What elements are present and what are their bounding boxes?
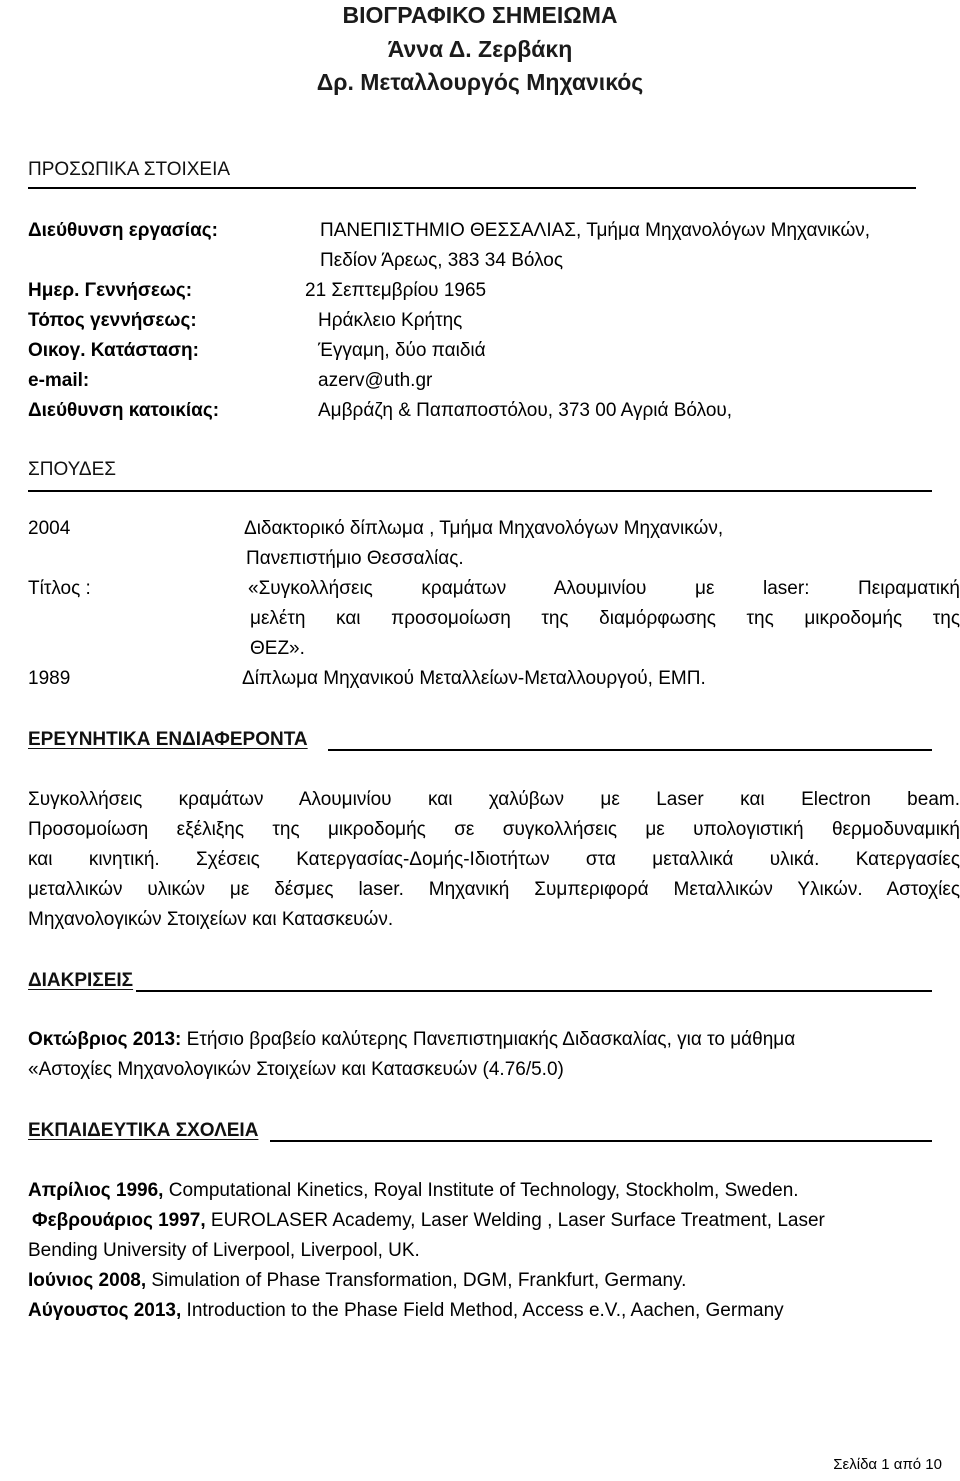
school-item <box>28 1180 799 1202</box>
award-entry-line2: «Αστοχίες Μηχανολογικών Στοιχείων και Κατασκευών (4.76/5.0) <box>28 1059 564 1080</box>
thesis-title-line1: «Συγκολλήσεις κραμάτων Αλουμινίου με laser: Πειραματική <box>248 578 960 599</box>
school-item-continuation: Bending University of Liverpool, Liverpool, UK. <box>28 1240 420 1261</box>
school-text: Simulation of Phase Transformation, DGM, Frankfurt, Germany. <box>146 1270 687 1291</box>
work-address-line1: ΠΑΝΕΠΙΣΤΗΜΙΟ ΘΕΣΣΑΛΙΑΣ, Τμήμα Μηχανολόγων Μηχανικών, <box>320 220 871 241</box>
section-rule <box>28 490 932 492</box>
thesis-title-line3: ΘΕΖ». <box>250 638 305 659</box>
section-rule <box>328 749 932 751</box>
section-heading-studies: ΣΠΟΥΔΕΣ <box>28 459 117 480</box>
study-degree-diploma: Δίπλωμα Μηχανικού Μεταλλείων-Μεταλλουργού, ΕΜΠ. <box>242 668 706 689</box>
marital-status-label: Οικογ. Κατάσταση: <box>28 340 199 361</box>
research-line3: και κινητική. Σχέσεις Κατεργασίας-Δομής-Ιδιοτήτων στα μεταλλικά υλικά. Κατεργασίες <box>28 849 960 870</box>
page-number: Σελίδα 1 από 10 <box>833 1456 942 1473</box>
thesis-label: Τίτλος : <box>28 578 91 599</box>
birth-date-label: Ημερ. Γεννήσεως: <box>28 280 193 301</box>
home-address: Αμβράζη & Παπαποστόλου, 373 00 Αγριά Βόλου, <box>318 400 733 421</box>
section-rule <box>28 187 916 189</box>
person-name: Άννα Δ. Ζερβάκη <box>387 36 573 62</box>
school-date: Φεβρουάριος 1997, <box>32 1210 206 1231</box>
section-heading-schools: ΕΚΠΑΙΔΕΥΤΙΚΑ ΣΧΟΛΕΙΑ <box>28 1120 259 1141</box>
study-degree-phd-line1: Διδακτορικό δίπλωμα , Τμήμα Μηχανολόγων Μηχανικών, <box>244 518 724 539</box>
section-heading-awards: ΔΙΑΚΡΙΣΕΙΣ <box>28 970 134 991</box>
research-line1: Συγκολλήσεις κραμάτων Αλουμινίου και χαλύβων με Laser και Electron beam. <box>28 789 960 810</box>
person-profession: Δρ. Μεταλλουργός Μηχανικός <box>316 69 644 95</box>
research-line2: Προσομοίωση εξέλιξης της μικροδομής σε συγκολλήσεις με υπολογιστική θερμοδυναμική <box>28 819 960 840</box>
school-date: Ιούνιος 2008, <box>28 1270 147 1291</box>
work-address-line2: Πεδίον Άρεως, 383 34 Βόλος <box>320 250 564 271</box>
research-line5: Μηχανολογικών Στοιχείων και Κατασκευών. <box>28 909 394 930</box>
birth-date: 21 Σεπτεμβρίου 1965 <box>305 280 487 301</box>
birth-place-label: Τόπος γεννήσεως: <box>28 310 197 331</box>
school-date: Αύγουστος 2013, <box>28 1300 182 1321</box>
study-year-1989: 1989 <box>28 668 71 689</box>
email-value: azerv@uth.gr <box>318 370 433 391</box>
award-date: Οκτώβριος 2013: <box>28 1029 182 1050</box>
home-address-label: Διεύθυνση κατοικίας: <box>28 400 220 421</box>
award-entry-line1 <box>28 1029 795 1051</box>
award-text: Ετήσιο βραβείο καλύτερης Πανεπιστημιακής Διδασκαλίας, για το μάθημα <box>181 1029 796 1050</box>
research-line4: μεταλλικών υλικών με δέσμες laser. Μηχανική Συμπεριφορά Μεταλλικών Υλικών. Αστοχίες <box>28 879 960 900</box>
birth-place: Ηράκλειο Κρήτης <box>318 310 463 331</box>
school-item <box>28 1270 686 1292</box>
document-title: ΒΙΟΓΡΑΦΙΚΟ ΣΗΜΕΙΩΜΑ <box>342 2 618 28</box>
email-label: e-mail: <box>28 370 90 391</box>
section-heading-research: ΕΡΕΥΝΗΤΙΚΑ ΕΝΔΙΑΦΕΡΟΝΤΑ <box>28 729 308 750</box>
school-text: Computational Kinetics, Royal Institute of Technology, Stockholm, Sweden. <box>163 1180 799 1201</box>
section-rule <box>270 1140 932 1142</box>
school-item <box>32 1210 825 1232</box>
thesis-title-line2: μελέτη και προσομοίωση της διαμόρφωσης της μικροδομής της <box>250 608 960 629</box>
school-item <box>28 1300 784 1322</box>
school-text: EUROLASER Academy, Laser Welding , Laser Surface Treatment, Laser <box>205 1210 825 1231</box>
school-text: Introduction to the Phase Field Method, Access e.V., Aachen, Germany <box>181 1300 784 1321</box>
work-address-label: Διεύθυνση εργασίας: <box>28 220 218 241</box>
study-degree-phd-line2: Πανεπιστήμιο Θεσσαλίας. <box>246 548 464 569</box>
school-date: Απρίλιος 1996, <box>28 1180 164 1201</box>
section-heading-personal: ΠΡΟΣΩΠΙΚΑ ΣΤΟΙΧΕΙΑ <box>28 159 231 180</box>
marital-status: Έγγαμη, δύο παιδιά <box>318 340 486 361</box>
study-year-2004: 2004 <box>28 518 71 539</box>
section-rule <box>136 990 932 992</box>
